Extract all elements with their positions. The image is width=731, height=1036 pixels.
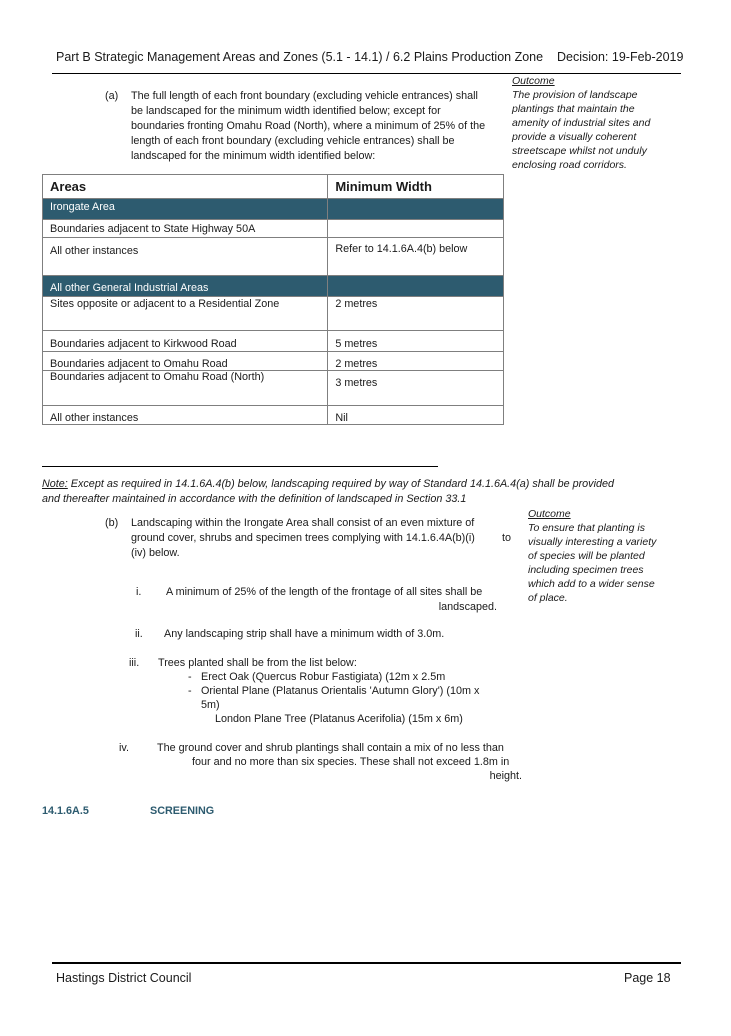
width-cell: 5 metres — [328, 331, 504, 352]
table-row — [43, 220, 504, 238]
outcome-b-title: Outcome — [528, 508, 571, 520]
tree-dash: - — [188, 685, 192, 697]
tree-dash: - — [188, 671, 192, 683]
width-cell: 3 metres — [328, 371, 504, 406]
area-cell: Boundaries adjacent to Omahu Road — [43, 352, 328, 371]
outcome-b-line: of species will be planted — [528, 550, 645, 562]
page-number: Page 18 — [624, 971, 671, 985]
width-cell: Nil — [328, 406, 504, 425]
note — [42, 477, 682, 507]
outcome-b — [528, 507, 688, 605]
outcome-b-line: of place. — [528, 592, 568, 604]
note-line2: and thereafter maintained in accordance with the definition of landscaped in Section 33.1 — [42, 493, 467, 505]
tree-item: Oriental Plane (Platanus Orientalis 'Autumn Glory') (10m x — [201, 685, 480, 697]
note-line1: Except as required in 14.1.6A.4(b) below, landscaping required by way of Standard 14.1.6A.4(a) shall be provided — [67, 478, 614, 490]
width-cell — [328, 220, 504, 238]
section-label: Irongate Area — [43, 199, 328, 220]
clause-b-line3: (iv) below. — [131, 547, 180, 559]
clause-a-text — [131, 89, 511, 164]
width-cell: 2 metres — [328, 352, 504, 371]
item-i-marker: i. — [136, 586, 142, 598]
col-min-width: Minimum Width — [328, 175, 504, 199]
table-header-row — [43, 175, 504, 199]
clause-a-line: landscaped for the minimum width identified below: — [131, 150, 376, 162]
outcome-b-line: To ensure that planting is — [528, 522, 645, 534]
item-i-line2: landscaped. — [438, 601, 497, 613]
outcome-a-line: provide a visually coherent — [512, 131, 637, 143]
area-cell: Boundaries adjacent to Omahu Road (North) — [43, 371, 328, 406]
col-areas: Areas — [43, 175, 328, 199]
area-cell: Boundaries adjacent to State Highway 50A — [43, 220, 328, 238]
item-iv-line2: four and no more than six species. These shall not exceed 1.8m in — [192, 756, 510, 768]
clause-b-marker: (b) — [105, 517, 119, 529]
clause-a-line: length of each front boundary (excluding vehicle entrances) shall be — [131, 135, 455, 147]
outcome-b-line: visually interesting a variety — [528, 536, 657, 548]
clause-a-line: boundaries fronting Omahu Road (North), where a minimum of 25% of the — [131, 120, 486, 132]
clause-a-line: The full length of each front boundary (excluding vehicle entrances) shall — [131, 90, 478, 102]
item-iv-line3: height. — [489, 770, 522, 782]
outcome-a-line: enclosing road corridors. — [512, 159, 627, 171]
clause-b-line2: ground cover, shrubs and specimen trees complying with 14.1.6.4A(b)(i) — [131, 532, 475, 544]
outcome-a-line: amenity of industrial sites and — [512, 117, 651, 129]
area-cell: All other instances — [43, 406, 328, 425]
item-ii-text: Any landscaping strip shall have a minimum width of 3.0m. — [164, 628, 445, 640]
area-cell: Sites opposite or adjacent to a Residential Zone — [43, 297, 328, 331]
outcome-a-line: plantings that maintain the — [512, 103, 635, 115]
table-row — [43, 297, 504, 331]
area-cell: Boundaries adjacent to Kirkwood Road — [43, 331, 328, 352]
tree-item-cont: 5m) — [201, 699, 220, 711]
note-label: Note: — [42, 478, 68, 490]
note-divider — [42, 466, 438, 467]
table-row — [43, 352, 504, 371]
outcome-a-line: streetscape whilst not unduly — [512, 145, 647, 157]
width-cell: Refer to 14.1.6A.4(b) below — [328, 238, 504, 276]
clause-b-to: to — [502, 532, 512, 544]
tree-item: Erect Oak (Quercus Robur Fastigiata) (12m x 2.5m — [201, 671, 446, 683]
table-row — [43, 406, 504, 425]
outcome-b-line: including specimen trees — [528, 564, 644, 576]
item-iv-marker: iv. — [119, 742, 129, 754]
page-header-title: Part B Strategic Management Areas and Zones (5.1 - 14.1) / 6.2 Plains Production Zone — [56, 50, 544, 64]
item-i-line1: A minimum of 25% of the length of the frontage of all sites shall be — [166, 586, 483, 598]
section-label: All other General Industrial Areas — [43, 276, 328, 297]
outcome-b-line: which add to a wider sense — [528, 578, 655, 590]
item-iii-text: Trees planted shall be from the list below: — [158, 657, 357, 669]
table-row — [43, 331, 504, 352]
section-row-irongate — [43, 199, 504, 220]
table-row — [43, 238, 504, 276]
tree-item: London Plane Tree (Platanus Acerifolia) (15m x 6m) — [215, 713, 463, 725]
clause-a-marker: (a) — [105, 90, 119, 102]
item-ii-marker: ii. — [135, 628, 143, 640]
section-row-industrial — [43, 276, 504, 297]
outcome-a-line: The provision of landscape — [512, 89, 638, 101]
section-number: 14.1.6A.5 — [42, 805, 89, 817]
clause-a-line: be landscaped for the minimum width identified below; except for — [131, 105, 441, 117]
area-cell: All other instances — [43, 238, 328, 276]
outcome-a-title: Outcome — [512, 75, 555, 87]
footer-org: Hastings District Council — [56, 971, 192, 985]
outcome-a — [512, 74, 682, 172]
table-row — [43, 371, 504, 406]
section-title: SCREENING — [150, 805, 215, 817]
footer-divider — [52, 962, 681, 964]
item-iii-marker: iii. — [129, 657, 140, 669]
decision-date: Decision: 19-Feb-2019 — [557, 50, 684, 64]
clause-b-line1: Landscaping within the Irongate Area shall consist of an even mixture of — [131, 517, 475, 529]
item-iv-line1: The ground cover and shrub plantings shall contain a mix of no less than — [157, 742, 504, 754]
landscaping-width-table — [42, 174, 504, 425]
width-cell: 2 metres — [328, 297, 504, 331]
